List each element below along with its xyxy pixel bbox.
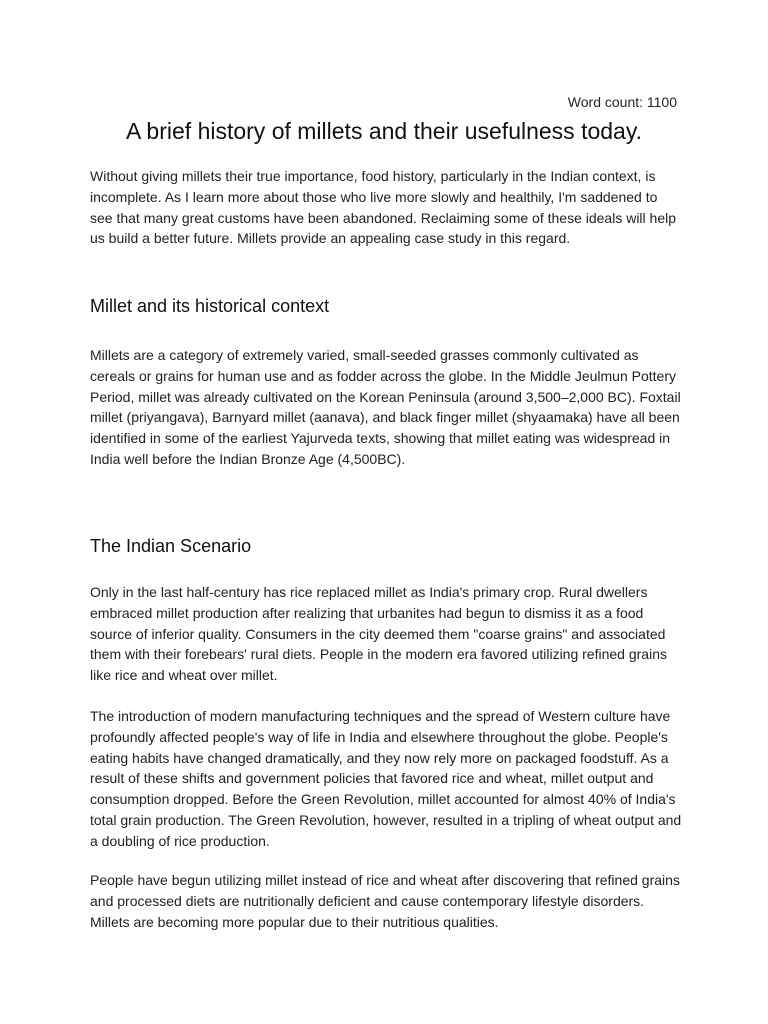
section-heading-indian-scenario: The Indian Scenario xyxy=(90,536,252,556)
historical-context-paragraph: Millets are a category of extremely varied, small-seeded grasses commonly cultivated as cereals or grains for human use and as fodder across the globe. In the Middle Jeulmun Pottery Period, millet was already cultivated on the Korean Peninsula (around 3,500–2,000 BC). Foxtail millet (priyangava), Barnyard millet (aanava), and black finger millet (shyaamaka) have all been identified in some of the earliest Yajurveda texts, showing that millet eating was widespread in India well before the Indian Bronze Age (4,500BC). xyxy=(90,347,681,467)
document-title: A brief history of millets and their usefulness today. xyxy=(125,118,643,144)
section-heading-historical-context: Millet and its historical context xyxy=(90,296,330,316)
indian-scenario-paragraph-3: People have begun utilizing millet instead of rice and wheat after discovering that refined grains and processed diets are nutritionally deficient and cause contemporary lifestyle disorders. Millets are becoming more popular due to their nutritious qualities. xyxy=(90,872,680,930)
indian-scenario-paragraph-2: The introduction of modern manufacturing techniques and the spread of Western culture have profoundly affected people's way of life in India and elsewhere throughout the globe. People's eating habits have changed dramatically, and they now rely more on packaged foodstuff. As a result of these shifts and government policies that favored rice and wheat, millet output and consumption dropped. Before the Green Revolution, millet accounted for almost 40% of India's total grain production. The Green Revolution, however, resulted in a tripling of wheat output and a doubling of rice production. xyxy=(90,708,682,849)
indian-scenario-paragraph-1: Only in the last half-century has rice replaced millet as India's primary crop. Rural dwellers embraced millet production after realizing that urbanites had begun to dismiss it as a food source of inferior quality. Consumers in the city deemed them "coarse grains" and associated them with their forebears' rural diets. People in the modern era favored utilizing refined grains like rice and wheat over millet. xyxy=(90,584,667,684)
word-count: Word count: 1100 xyxy=(567,94,677,110)
intro-paragraph: Without giving millets their true importance, food history, particularly in the Indian context, is incomplete. As I learn more about those who live more slowly and healthily, I'm saddened to see that many great customs have been abandoned. Reclaiming some of these ideals will help us build a better future. Millets provide an appealing case study in this regard. xyxy=(90,168,677,247)
